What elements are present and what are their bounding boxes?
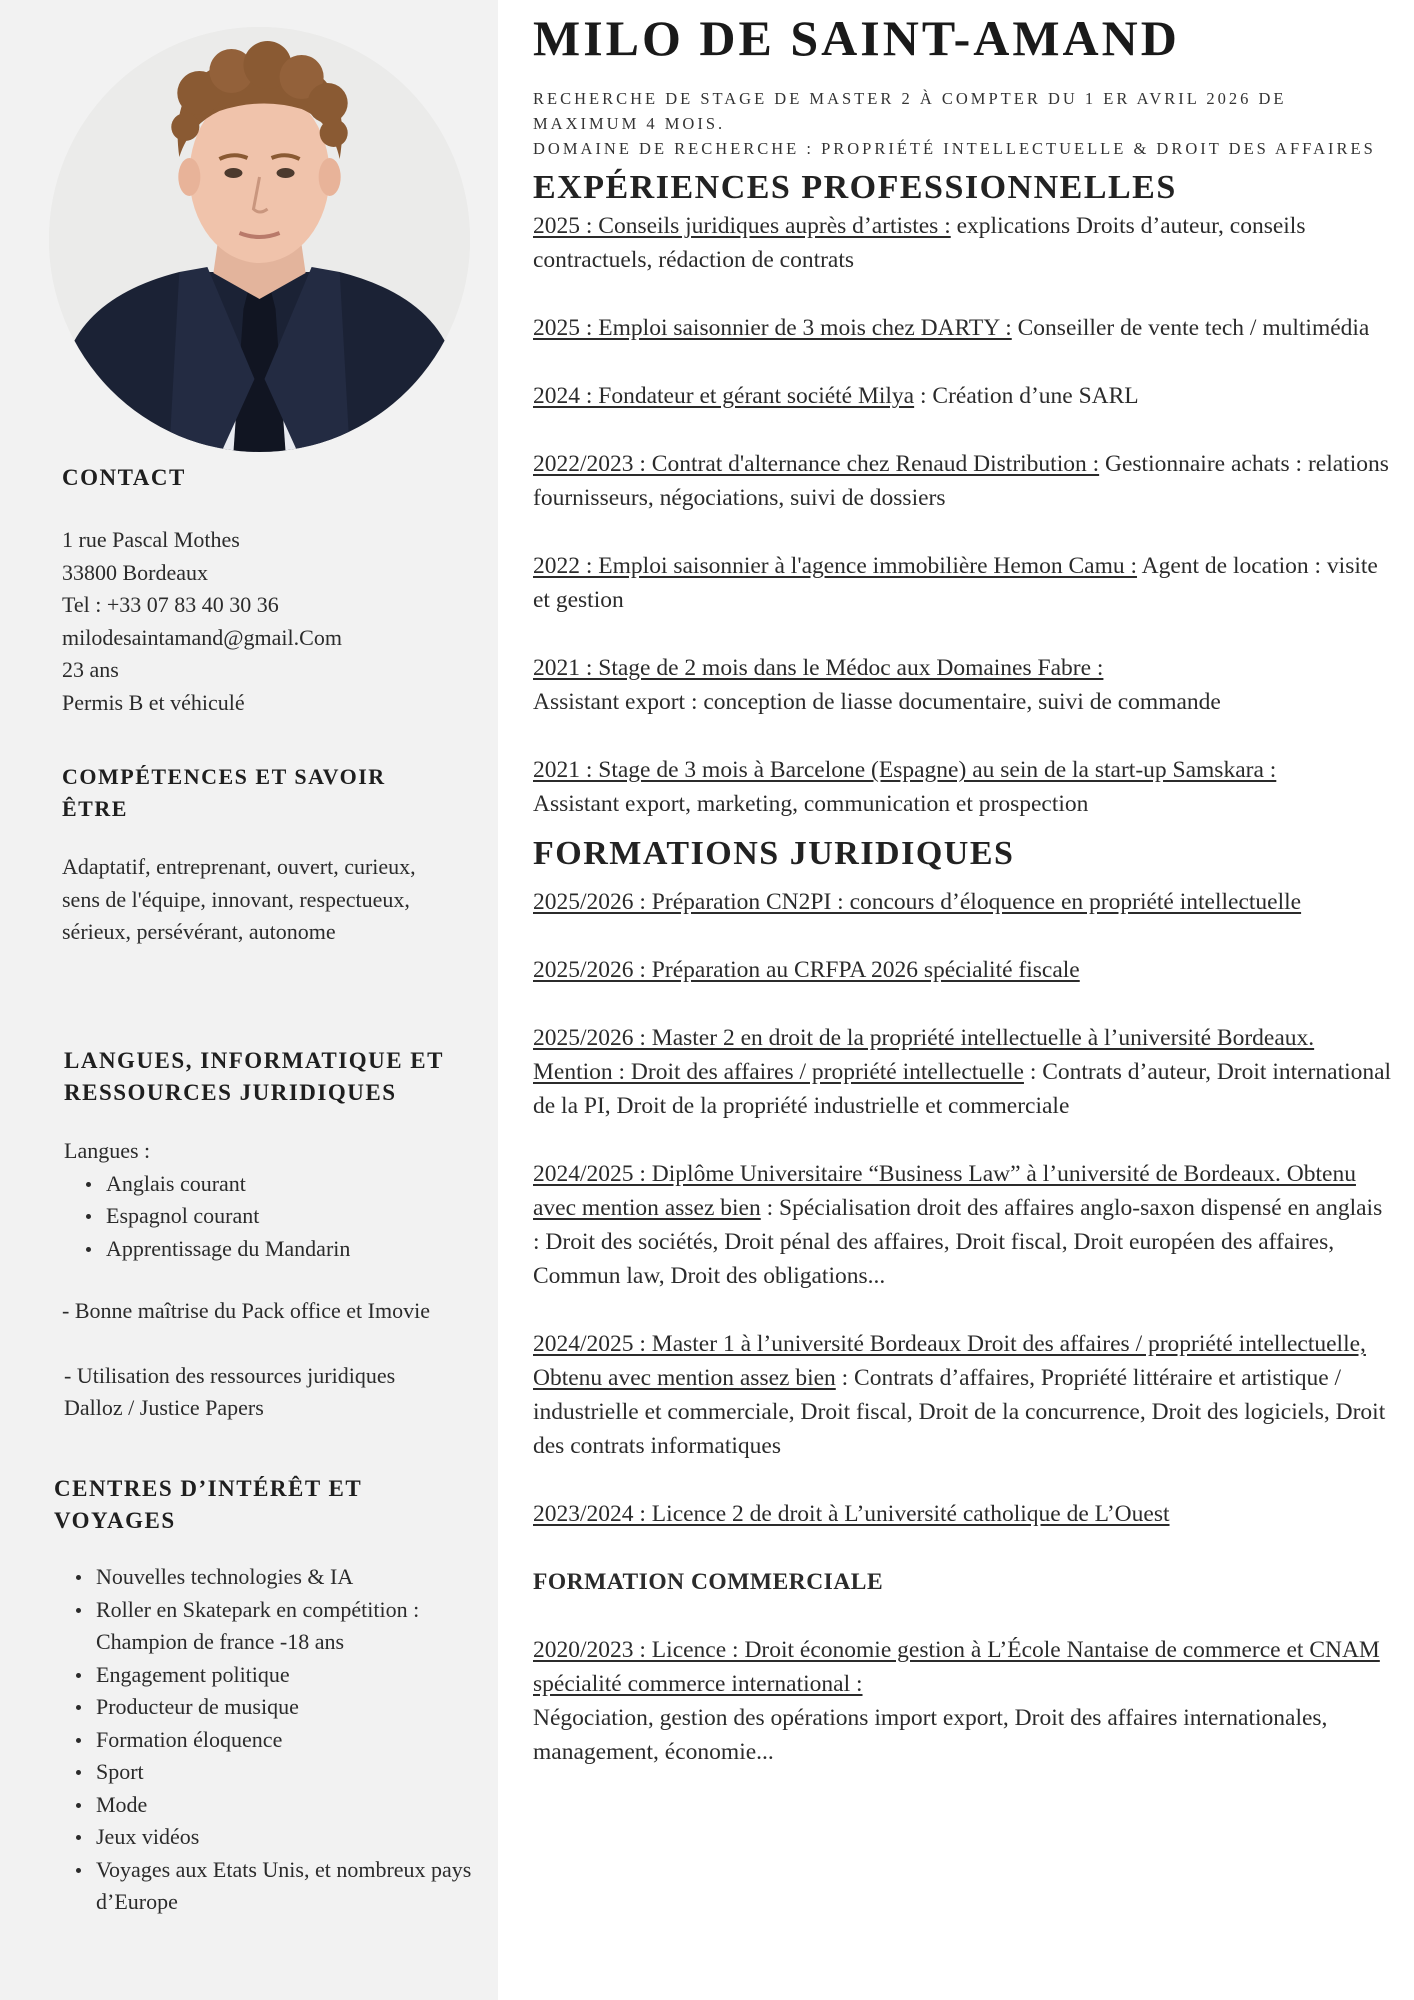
education-entry: 2023/2024 : Licence 2 de droit à L’université catholique de L’Ouest: [533, 1501, 1170, 1527]
education-list: [533, 885, 1393, 1531]
contact-section: [62, 462, 482, 719]
interests-section: [54, 1473, 472, 1919]
internship-search: RECHERCHE DE STAGE DE MASTER 2 À COMPTER DU 1 ER AVRIL 2026 DE MAXIMUM 4 MOIS.: [533, 89, 1287, 133]
language-item: Anglais courant: [106, 1168, 484, 1201]
skills-text: Adaptatif, entreprenant, ouvert, curieux, sens de l'équipe, innovant, respectueux, sérieux, persévérant, autonome: [62, 854, 416, 944]
interests-heading: CENTRES D’INTÉRÊT ET VOYAGES: [54, 1476, 362, 1533]
language-item: Apprentissage du Mandarin: [106, 1233, 484, 1266]
experience-entry: 2021 : Stage de 2 mois dans le Médoc aux Domaines Fabre : Assistant export : conception de liasse documentaire, suivi de commande: [533, 655, 1221, 715]
main-column: [533, 0, 1393, 1769]
contact-phone: Tel : +33 07 83 40 30 36: [62, 592, 279, 617]
contact-license: Permis B et véhiculé: [62, 689, 245, 715]
education-entry: 2024/2025 : Master 1 à l’université Bordeaux Droit des affaires / propriété intellectuelle, Obtenu avec mention assez bien : Contrats d’affaires, Propriété littéraire et artistique / industrielle et commerciale, Droit fiscal, Droit de la concurrence, Droit des logiciels, Droit des contrats informatiques: [533, 1331, 1386, 1459]
interest-item: Sport: [96, 1756, 486, 1789]
office-skill: - Bonne maîtrise du Pack office et Imovie: [62, 1298, 430, 1323]
experience-entry: 2025 : Emploi saisonnier de 3 mois chez DARTY : Conseiller de vente tech / multimédia: [533, 315, 1370, 341]
contact-heading: CONTACT: [62, 465, 186, 490]
experience-entry: 2024 : Fondateur et gérant société Milya : Création d’une SARL: [533, 383, 1139, 409]
education-entry: 2025/2026 : Préparation CN2PI : concours d’éloquence en propriété intellectuelle: [533, 889, 1302, 915]
experience-entry: 2021 : Stage de 3 mois à Barcelone (Espagne) au sein de la start-up Samskara :: [533, 757, 1277, 783]
skills-section: [62, 761, 422, 949]
profile-photo: [49, 27, 470, 452]
contact-city: 33800 Bordeaux: [62, 559, 209, 585]
candidate-name: MILO DE SAINT-AMAND: [533, 10, 1180, 66]
skills-heading: COMPÉTENCES ET SAVOIR ÊTRE: [62, 764, 386, 821]
contact-address: 1 rue Pascal Mothes: [62, 527, 240, 552]
portrait-illustration: [49, 27, 470, 452]
research-domain: DOMAINE DE RECHERCHE : PROPRIÉTÉ INTELLECTUELLE & DROIT DES AFFAIRES: [533, 139, 1376, 158]
interest-item: Producteur de musique: [96, 1691, 486, 1724]
interest-item: Mode: [96, 1789, 486, 1822]
language-item: Espagnol courant: [106, 1200, 484, 1233]
contact-email: milodesaintamand@gmail.Com: [62, 624, 342, 650]
interest-item: Formation éloquence: [96, 1724, 486, 1757]
education-entry: 2025/2026 : Préparation au CRFPA 2026 spécialité fiscale: [533, 957, 1080, 983]
interest-item: Roller en Skatepark en compétition : Champion de france -18 ans: [96, 1594, 486, 1659]
experience-list: [533, 209, 1393, 821]
commercial-entry: 2020/2023 : Licence : Droit économie gestion à L’École Nantaise de commerce et CNAM spécialité commerce international : Négociation, gestion des opérations import export, Droit des affaires internationales, management, économie...: [533, 1637, 1380, 1765]
contact-age: 23 ans: [62, 657, 119, 682]
education-entry: 2024/2025 : Diplôme Universitaire “Business Law” à l’université de Bordeaux. Obtenu avec mention assez bien : Spécialisation droit des affaires anglo-saxon dispensé en anglais : Droit des sociétés, Droit pénal des affaires, Droit fiscal, Droit européen des affaires, Commun law, Droit des obligations...: [533, 1161, 1383, 1289]
education-heading: FORMATIONS JURIDIQUES: [533, 835, 1015, 872]
experience-heading: EXPÉRIENCES PROFESSIONNELLES: [533, 169, 1177, 206]
experience-entry: 2022/2023 : Contrat d'alternance chez Renaud Distribution : Gestionnaire achats : relations fournisseurs, négociations, suivi de dossiers: [533, 451, 1389, 511]
interest-item: Nouvelles technologies & IA: [96, 1561, 486, 1594]
commercial-heading: FORMATION COMMERCIALE: [533, 1569, 884, 1595]
interest-item: Engagement politique: [96, 1659, 486, 1692]
languages-label: Langues :: [64, 1138, 151, 1163]
left-sidebar: [0, 0, 498, 2000]
languages-list: [64, 1168, 484, 1266]
education-entry: 2025/2026 : Master 2 en droit de la propriété intellectuelle à l’université Bordeaux. Mention : Droit des affaires / propriété intellectuelle : Contrats d’auteur, Droit international de la PI, Droit de la propriété industrielle et commerciale: [533, 1025, 1392, 1119]
legal-resources: - Utilisation des ressources juridiques Dalloz / Justice Papers: [64, 1362, 396, 1420]
interest-item: Voyages aux Etats Unis, et nombreux pays d’Europe: [96, 1854, 486, 1919]
interests-list: [54, 1561, 486, 1919]
experience-entry-detail: Assistant export, marketing, communication et prospection: [533, 791, 1089, 817]
experience-entry: 2025 : Conseils juridiques auprès d’artistes : explications Droits d’auteur, conseils contractuels, rédaction de contrats: [533, 213, 1306, 273]
experience-entry: 2022 : Emploi saisonnier à l'agence immobilière Hemon Camu : Agent de location : visite et gestion: [533, 553, 1378, 613]
interest-item: Jeux vidéos: [96, 1821, 486, 1854]
languages-heading: LANGUES, INFORMATIQUE ET RESSOURCES JURIDIQUES: [64, 1048, 444, 1105]
languages-section: [64, 1045, 484, 1425]
